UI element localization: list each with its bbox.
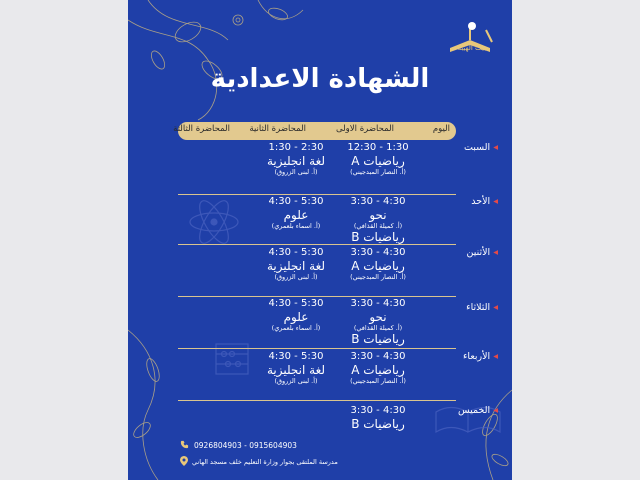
second-lecture: 4:30 - 5:30 لغة انجليزية (أ. لبنى الزروق) bbox=[266, 247, 326, 281]
first-lecture: 12:30 - 1:30 رياضيات A (أ. النصار المبدجيني) bbox=[347, 142, 409, 176]
first-lecture: 3:30 - 4:30 رياضيات A (أ. النصار المبدجيني) bbox=[350, 351, 406, 385]
first-lecture: 3:30 - 4:30 نحو (أ. كميلة القذافي) رياضيات B bbox=[350, 196, 406, 244]
row-divider bbox=[178, 244, 456, 245]
page-title: الشهادة الاعدادية bbox=[210, 64, 430, 94]
second-lecture: 1:30 - 2:30 لغة انجليزية (أ. لبنى الزروق) bbox=[266, 142, 326, 176]
second-lecture: 4:30 - 5:30 علوم (أ. اسماء بلعمري) bbox=[268, 196, 324, 230]
row-divider bbox=[178, 194, 456, 195]
row-divider bbox=[178, 400, 456, 401]
first-lecture: 3:30 - 4:30 رياضيات A (أ. النصار المبدجيني) bbox=[350, 247, 406, 281]
table-header bbox=[173, 122, 456, 140]
table-row bbox=[128, 298, 512, 350]
day-label: ◂ الثلاثاء bbox=[466, 302, 498, 313]
table-row bbox=[128, 142, 512, 194]
header-second: المحاضرة الثانية bbox=[249, 124, 306, 134]
table-row bbox=[128, 351, 512, 403]
second-lecture: 4:30 - 5:30 لغة انجليزية (أ. لبنى الزروق) bbox=[266, 351, 326, 385]
first-lecture: 3:30 - 4:30 نحو (أ. كميلة القذافي) رياضيات B bbox=[350, 298, 406, 346]
day-label: ◂ الأحد bbox=[471, 196, 498, 207]
contact-address: مدرسة الملتقى بجوار وزارة التعليم خلف مسجد الهاني bbox=[192, 458, 338, 466]
brand-name: بيت الهيبة bbox=[457, 44, 486, 52]
day-label: ◂ السبت bbox=[463, 142, 498, 153]
second-lecture: 4:30 - 5:30 علوم (أ. اسماء بلعمري) bbox=[268, 298, 324, 332]
row-divider bbox=[178, 296, 456, 297]
table-row bbox=[128, 405, 512, 457]
day-label: ◂ الأربعاء bbox=[462, 351, 498, 362]
header-first: المحاضرة الاولى bbox=[336, 124, 394, 134]
table-row bbox=[128, 196, 512, 248]
location-pin-icon bbox=[180, 456, 188, 466]
phone-icon bbox=[180, 440, 189, 449]
table-row bbox=[128, 247, 512, 299]
row-divider bbox=[178, 348, 456, 349]
day-label: ◂ الخميس bbox=[458, 405, 498, 416]
first-lecture: 3:30 - 4:30 رياضيات B bbox=[350, 405, 406, 431]
header-third: المحاضرة الثالثة bbox=[173, 124, 230, 134]
schedule-poster bbox=[128, 0, 512, 480]
day-label: ◂ الأثنين bbox=[466, 247, 498, 258]
header-day: اليوم bbox=[432, 124, 450, 134]
contact-phones: 0926804903 - 0915604903 bbox=[194, 441, 297, 450]
